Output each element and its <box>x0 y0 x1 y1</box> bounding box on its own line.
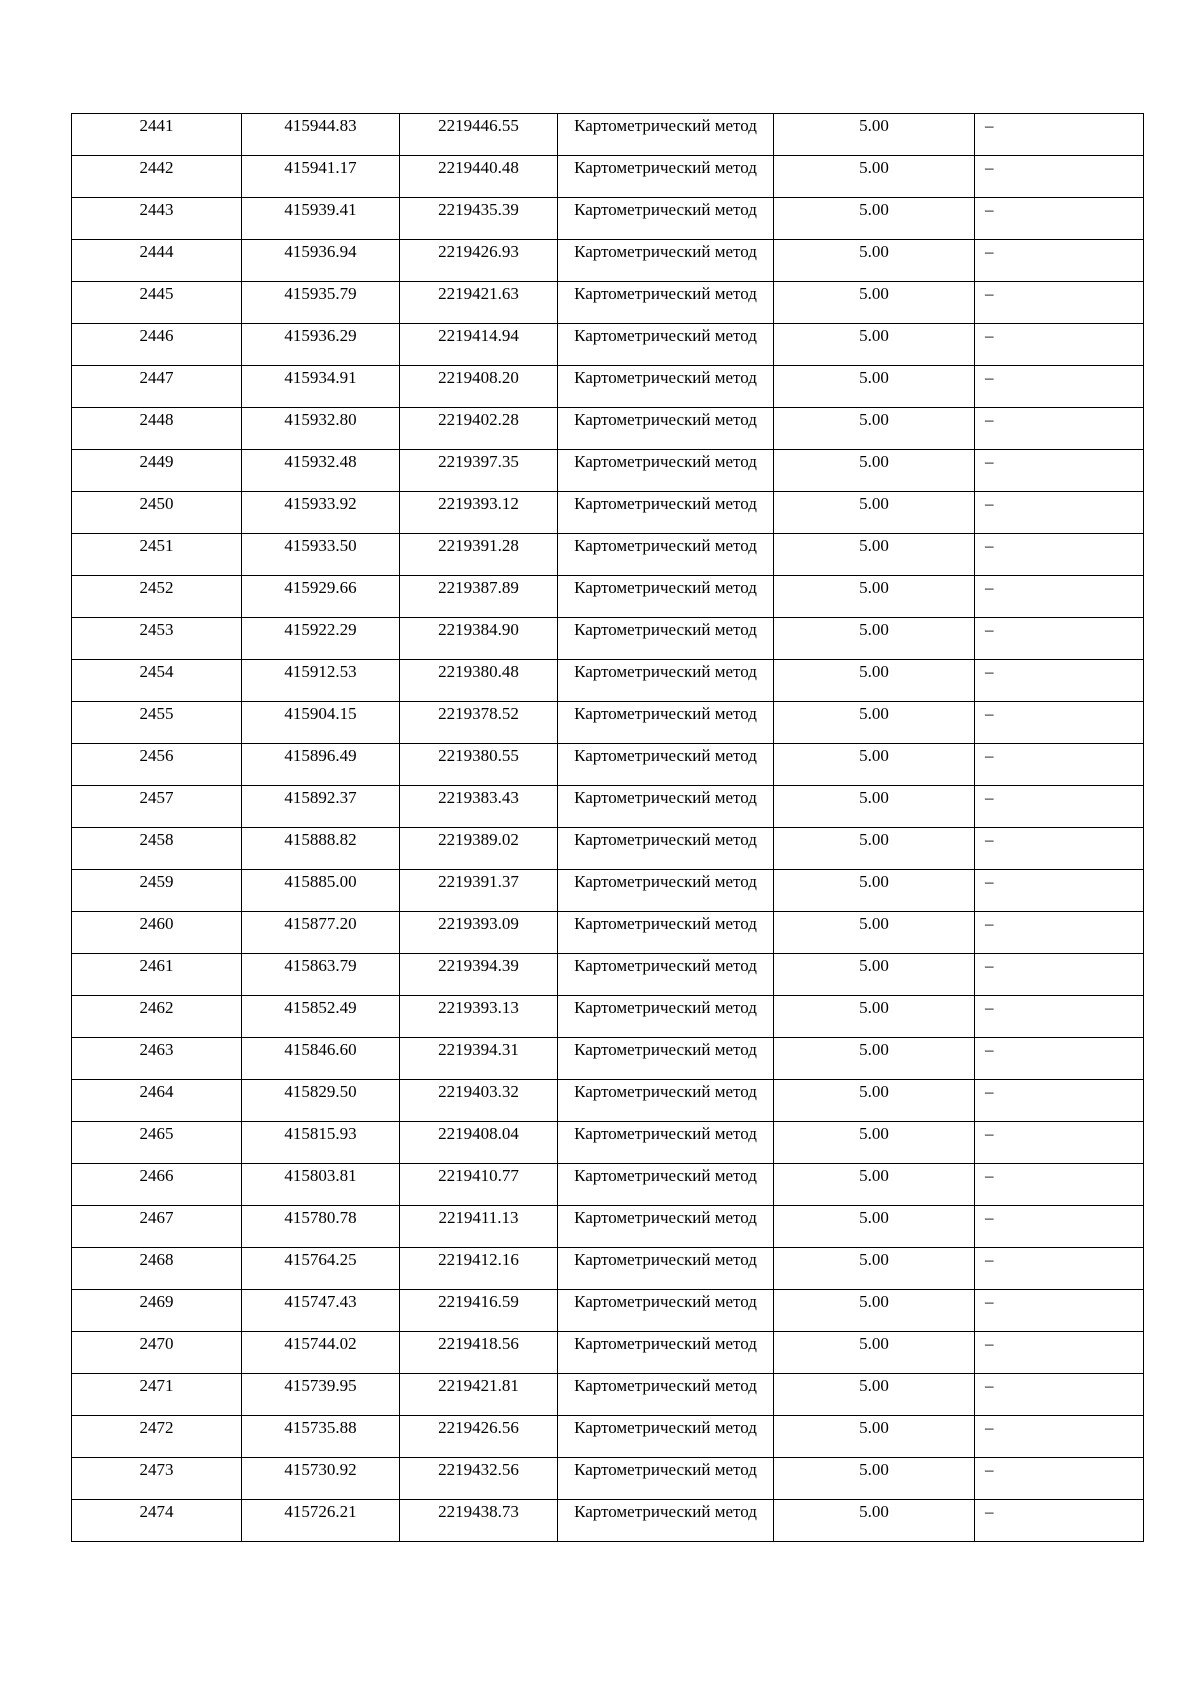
description-cell: – <box>975 1332 1144 1374</box>
description-cell: – <box>975 408 1144 450</box>
y-coordinate-cell: 2219426.56 <box>400 1416 558 1458</box>
table-row <box>72 408 1144 450</box>
x-coordinate-cell: 415929.66 <box>242 576 400 618</box>
y-coordinate-cell: 2219397.35 <box>400 450 558 492</box>
table-row <box>72 1416 1144 1458</box>
table-row <box>72 282 1144 324</box>
point-number-cell: 2458 <box>72 828 242 870</box>
y-coordinate-cell: 2219380.55 <box>400 744 558 786</box>
y-coordinate-cell: 2219426.93 <box>400 240 558 282</box>
description-cell: – <box>975 450 1144 492</box>
table-row <box>72 366 1144 408</box>
accuracy-cell: 5.00 <box>774 1122 975 1164</box>
table-row <box>72 1164 1144 1206</box>
accuracy-cell: 5.00 <box>774 954 975 996</box>
method-cell: Картометрический метод <box>558 450 774 492</box>
x-coordinate-cell: 415934.91 <box>242 366 400 408</box>
y-coordinate-cell: 2219383.43 <box>400 786 558 828</box>
description-cell: – <box>975 786 1144 828</box>
description-cell: – <box>975 1122 1144 1164</box>
y-coordinate-cell: 2219394.39 <box>400 954 558 996</box>
x-coordinate-cell: 415888.82 <box>242 828 400 870</box>
method-cell: Картометрический метод <box>558 198 774 240</box>
x-coordinate-cell: 415904.15 <box>242 702 400 744</box>
table-row <box>72 1080 1144 1122</box>
description-cell: – <box>975 1500 1144 1542</box>
description-cell: – <box>975 534 1144 576</box>
y-coordinate-cell: 2219393.09 <box>400 912 558 954</box>
y-coordinate-cell: 2219421.81 <box>400 1374 558 1416</box>
y-coordinate-cell: 2219394.31 <box>400 1038 558 1080</box>
method-cell: Картометрический метод <box>558 996 774 1038</box>
accuracy-cell: 5.00 <box>774 240 975 282</box>
accuracy-cell: 5.00 <box>774 156 975 198</box>
table-row <box>72 492 1144 534</box>
point-number-cell: 2463 <box>72 1038 242 1080</box>
y-coordinate-cell: 2219403.32 <box>400 1080 558 1122</box>
method-cell: Картометрический метод <box>558 870 774 912</box>
point-number-cell: 2465 <box>72 1122 242 1164</box>
x-coordinate-cell: 415739.95 <box>242 1374 400 1416</box>
y-coordinate-cell: 2219432.56 <box>400 1458 558 1500</box>
accuracy-cell: 5.00 <box>774 1206 975 1248</box>
x-coordinate-cell: 415936.94 <box>242 240 400 282</box>
coordinates-table-body <box>72 114 1144 1542</box>
table-row <box>72 156 1144 198</box>
method-cell: Картометрический метод <box>558 1248 774 1290</box>
x-coordinate-cell: 415932.48 <box>242 450 400 492</box>
method-cell: Картометрический метод <box>558 1332 774 1374</box>
accuracy-cell: 5.00 <box>774 1332 975 1374</box>
method-cell: Картометрический метод <box>558 618 774 660</box>
method-cell: Картометрический метод <box>558 1122 774 1164</box>
table-row <box>72 660 1144 702</box>
table-row <box>72 870 1144 912</box>
x-coordinate-cell: 415932.80 <box>242 408 400 450</box>
accuracy-cell: 5.00 <box>774 618 975 660</box>
point-number-cell: 2474 <box>72 1500 242 1542</box>
x-coordinate-cell: 415803.81 <box>242 1164 400 1206</box>
accuracy-cell: 5.00 <box>774 786 975 828</box>
accuracy-cell: 5.00 <box>774 450 975 492</box>
y-coordinate-cell: 2219446.55 <box>400 114 558 156</box>
point-number-cell: 2466 <box>72 1164 242 1206</box>
accuracy-cell: 5.00 <box>774 1416 975 1458</box>
y-coordinate-cell: 2219414.94 <box>400 324 558 366</box>
y-coordinate-cell: 2219418.56 <box>400 1332 558 1374</box>
point-number-cell: 2470 <box>72 1332 242 1374</box>
method-cell: Картометрический метод <box>558 1500 774 1542</box>
description-cell: – <box>975 954 1144 996</box>
y-coordinate-cell: 2219435.39 <box>400 198 558 240</box>
description-cell: – <box>975 156 1144 198</box>
description-cell: – <box>975 1290 1144 1332</box>
x-coordinate-cell: 415730.92 <box>242 1458 400 1500</box>
method-cell: Картометрический метод <box>558 1038 774 1080</box>
accuracy-cell: 5.00 <box>774 1290 975 1332</box>
accuracy-cell: 5.00 <box>774 576 975 618</box>
accuracy-cell: 5.00 <box>774 1458 975 1500</box>
accuracy-cell: 5.00 <box>774 282 975 324</box>
method-cell: Картометрический метод <box>558 912 774 954</box>
point-number-cell: 2444 <box>72 240 242 282</box>
x-coordinate-cell: 415815.93 <box>242 1122 400 1164</box>
method-cell: Картометрический метод <box>558 492 774 534</box>
description-cell: – <box>975 618 1144 660</box>
method-cell: Картометрический метод <box>558 1206 774 1248</box>
description-cell: – <box>975 1206 1144 1248</box>
point-number-cell: 2442 <box>72 156 242 198</box>
y-coordinate-cell: 2219412.16 <box>400 1248 558 1290</box>
accuracy-cell: 5.00 <box>774 408 975 450</box>
description-cell: – <box>975 114 1144 156</box>
description-cell: – <box>975 492 1144 534</box>
point-number-cell: 2451 <box>72 534 242 576</box>
y-coordinate-cell: 2219408.20 <box>400 366 558 408</box>
description-cell: – <box>975 1458 1144 1500</box>
table-row <box>72 786 1144 828</box>
method-cell: Картометрический метод <box>558 1290 774 1332</box>
description-cell: – <box>975 1416 1144 1458</box>
point-number-cell: 2443 <box>72 198 242 240</box>
x-coordinate-cell: 415912.53 <box>242 660 400 702</box>
accuracy-cell: 5.00 <box>774 1500 975 1542</box>
x-coordinate-cell: 415852.49 <box>242 996 400 1038</box>
y-coordinate-cell: 2219391.28 <box>400 534 558 576</box>
point-number-cell: 2454 <box>72 660 242 702</box>
coordinates-table <box>71 113 1144 1542</box>
description-cell: – <box>975 828 1144 870</box>
y-coordinate-cell: 2219408.04 <box>400 1122 558 1164</box>
description-cell: – <box>975 1080 1144 1122</box>
method-cell: Картометрический метод <box>558 1416 774 1458</box>
table-row <box>72 702 1144 744</box>
accuracy-cell: 5.00 <box>774 198 975 240</box>
description-cell: – <box>975 366 1144 408</box>
point-number-cell: 2461 <box>72 954 242 996</box>
table-row <box>72 1290 1144 1332</box>
y-coordinate-cell: 2219440.48 <box>400 156 558 198</box>
y-coordinate-cell: 2219402.28 <box>400 408 558 450</box>
y-coordinate-cell: 2219393.12 <box>400 492 558 534</box>
x-coordinate-cell: 415877.20 <box>242 912 400 954</box>
table-row <box>72 324 1144 366</box>
description-cell: – <box>975 1374 1144 1416</box>
description-cell: – <box>975 744 1144 786</box>
point-number-cell: 2449 <box>72 450 242 492</box>
x-coordinate-cell: 415922.29 <box>242 618 400 660</box>
method-cell: Картометрический метод <box>558 1458 774 1500</box>
point-number-cell: 2469 <box>72 1290 242 1332</box>
x-coordinate-cell: 415829.50 <box>242 1080 400 1122</box>
table-row <box>72 912 1144 954</box>
point-number-cell: 2456 <box>72 744 242 786</box>
method-cell: Картометрический метод <box>558 1164 774 1206</box>
x-coordinate-cell: 415933.50 <box>242 534 400 576</box>
table-row <box>72 534 1144 576</box>
point-number-cell: 2459 <box>72 870 242 912</box>
method-cell: Картометрический метод <box>558 534 774 576</box>
table-row <box>72 198 1144 240</box>
table-row <box>72 240 1144 282</box>
method-cell: Картометрический метод <box>558 786 774 828</box>
point-number-cell: 2462 <box>72 996 242 1038</box>
method-cell: Картометрический метод <box>558 156 774 198</box>
accuracy-cell: 5.00 <box>774 996 975 1038</box>
method-cell: Картометрический метод <box>558 240 774 282</box>
accuracy-cell: 5.00 <box>774 744 975 786</box>
table-row <box>72 1122 1144 1164</box>
accuracy-cell: 5.00 <box>774 828 975 870</box>
table-row <box>72 1332 1144 1374</box>
point-number-cell: 2446 <box>72 324 242 366</box>
method-cell: Картометрический метод <box>558 702 774 744</box>
x-coordinate-cell: 415863.79 <box>242 954 400 996</box>
x-coordinate-cell: 415892.37 <box>242 786 400 828</box>
x-coordinate-cell: 415935.79 <box>242 282 400 324</box>
accuracy-cell: 5.00 <box>774 702 975 744</box>
y-coordinate-cell: 2219384.90 <box>400 618 558 660</box>
method-cell: Картометрический метод <box>558 282 774 324</box>
accuracy-cell: 5.00 <box>774 1164 975 1206</box>
method-cell: Картометрический метод <box>558 408 774 450</box>
table-row <box>72 744 1144 786</box>
y-coordinate-cell: 2219416.59 <box>400 1290 558 1332</box>
point-number-cell: 2452 <box>72 576 242 618</box>
point-number-cell: 2457 <box>72 786 242 828</box>
accuracy-cell: 5.00 <box>774 1080 975 1122</box>
accuracy-cell: 5.00 <box>774 534 975 576</box>
point-number-cell: 2450 <box>72 492 242 534</box>
description-cell: – <box>975 660 1144 702</box>
description-cell: – <box>975 324 1144 366</box>
accuracy-cell: 5.00 <box>774 324 975 366</box>
table-row <box>72 828 1144 870</box>
x-coordinate-cell: 415936.29 <box>242 324 400 366</box>
point-number-cell: 2473 <box>72 1458 242 1500</box>
method-cell: Картометрический метод <box>558 1080 774 1122</box>
point-number-cell: 2447 <box>72 366 242 408</box>
point-number-cell: 2445 <box>72 282 242 324</box>
accuracy-cell: 5.00 <box>774 492 975 534</box>
x-coordinate-cell: 415941.17 <box>242 156 400 198</box>
x-coordinate-cell: 415939.41 <box>242 198 400 240</box>
table-row <box>72 1206 1144 1248</box>
method-cell: Картометрический метод <box>558 744 774 786</box>
description-cell: – <box>975 1164 1144 1206</box>
point-number-cell: 2460 <box>72 912 242 954</box>
x-coordinate-cell: 415944.83 <box>242 114 400 156</box>
accuracy-cell: 5.00 <box>774 366 975 408</box>
table-row <box>72 1248 1144 1290</box>
description-cell: – <box>975 996 1144 1038</box>
table-row <box>72 576 1144 618</box>
description-cell: – <box>975 1248 1144 1290</box>
x-coordinate-cell: 415735.88 <box>242 1416 400 1458</box>
table-row <box>72 618 1144 660</box>
x-coordinate-cell: 415933.92 <box>242 492 400 534</box>
point-number-cell: 2441 <box>72 114 242 156</box>
point-number-cell: 2453 <box>72 618 242 660</box>
accuracy-cell: 5.00 <box>774 1038 975 1080</box>
accuracy-cell: 5.00 <box>774 660 975 702</box>
description-cell: – <box>975 282 1144 324</box>
description-cell: – <box>975 240 1144 282</box>
description-cell: – <box>975 912 1144 954</box>
y-coordinate-cell: 2219410.77 <box>400 1164 558 1206</box>
method-cell: Картометрический метод <box>558 114 774 156</box>
x-coordinate-cell: 415726.21 <box>242 1500 400 1542</box>
y-coordinate-cell: 2219421.63 <box>400 282 558 324</box>
point-number-cell: 2472 <box>72 1416 242 1458</box>
description-cell: – <box>975 870 1144 912</box>
description-cell: – <box>975 576 1144 618</box>
method-cell: Картометрический метод <box>558 954 774 996</box>
y-coordinate-cell: 2219389.02 <box>400 828 558 870</box>
method-cell: Картометрический метод <box>558 576 774 618</box>
method-cell: Картометрический метод <box>558 828 774 870</box>
x-coordinate-cell: 415846.60 <box>242 1038 400 1080</box>
accuracy-cell: 5.00 <box>774 912 975 954</box>
description-cell: – <box>975 198 1144 240</box>
accuracy-cell: 5.00 <box>774 1248 975 1290</box>
y-coordinate-cell: 2219391.37 <box>400 870 558 912</box>
y-coordinate-cell: 2219393.13 <box>400 996 558 1038</box>
table-row <box>72 450 1144 492</box>
table-row <box>72 954 1144 996</box>
point-number-cell: 2467 <box>72 1206 242 1248</box>
accuracy-cell: 5.00 <box>774 1374 975 1416</box>
x-coordinate-cell: 415744.02 <box>242 1332 400 1374</box>
x-coordinate-cell: 415764.25 <box>242 1248 400 1290</box>
x-coordinate-cell: 415896.49 <box>242 744 400 786</box>
y-coordinate-cell: 2219438.73 <box>400 1500 558 1542</box>
table-row <box>72 1374 1144 1416</box>
y-coordinate-cell: 2219411.13 <box>400 1206 558 1248</box>
y-coordinate-cell: 2219387.89 <box>400 576 558 618</box>
method-cell: Картометрический метод <box>558 660 774 702</box>
point-number-cell: 2471 <box>72 1374 242 1416</box>
x-coordinate-cell: 415780.78 <box>242 1206 400 1248</box>
description-cell: – <box>975 702 1144 744</box>
point-number-cell: 2455 <box>72 702 242 744</box>
y-coordinate-cell: 2219380.48 <box>400 660 558 702</box>
accuracy-cell: 5.00 <box>774 114 975 156</box>
point-number-cell: 2448 <box>72 408 242 450</box>
y-coordinate-cell: 2219378.52 <box>400 702 558 744</box>
point-number-cell: 2464 <box>72 1080 242 1122</box>
table-row <box>72 1038 1144 1080</box>
method-cell: Картометрический метод <box>558 1374 774 1416</box>
method-cell: Картометрический метод <box>558 366 774 408</box>
x-coordinate-cell: 415885.00 <box>242 870 400 912</box>
table-row <box>72 1500 1144 1542</box>
accuracy-cell: 5.00 <box>774 870 975 912</box>
description-cell: – <box>975 1038 1144 1080</box>
x-coordinate-cell: 415747.43 <box>242 1290 400 1332</box>
method-cell: Картометрический метод <box>558 324 774 366</box>
table-row <box>72 1458 1144 1500</box>
table-row <box>72 114 1144 156</box>
point-number-cell: 2468 <box>72 1248 242 1290</box>
table-row <box>72 996 1144 1038</box>
